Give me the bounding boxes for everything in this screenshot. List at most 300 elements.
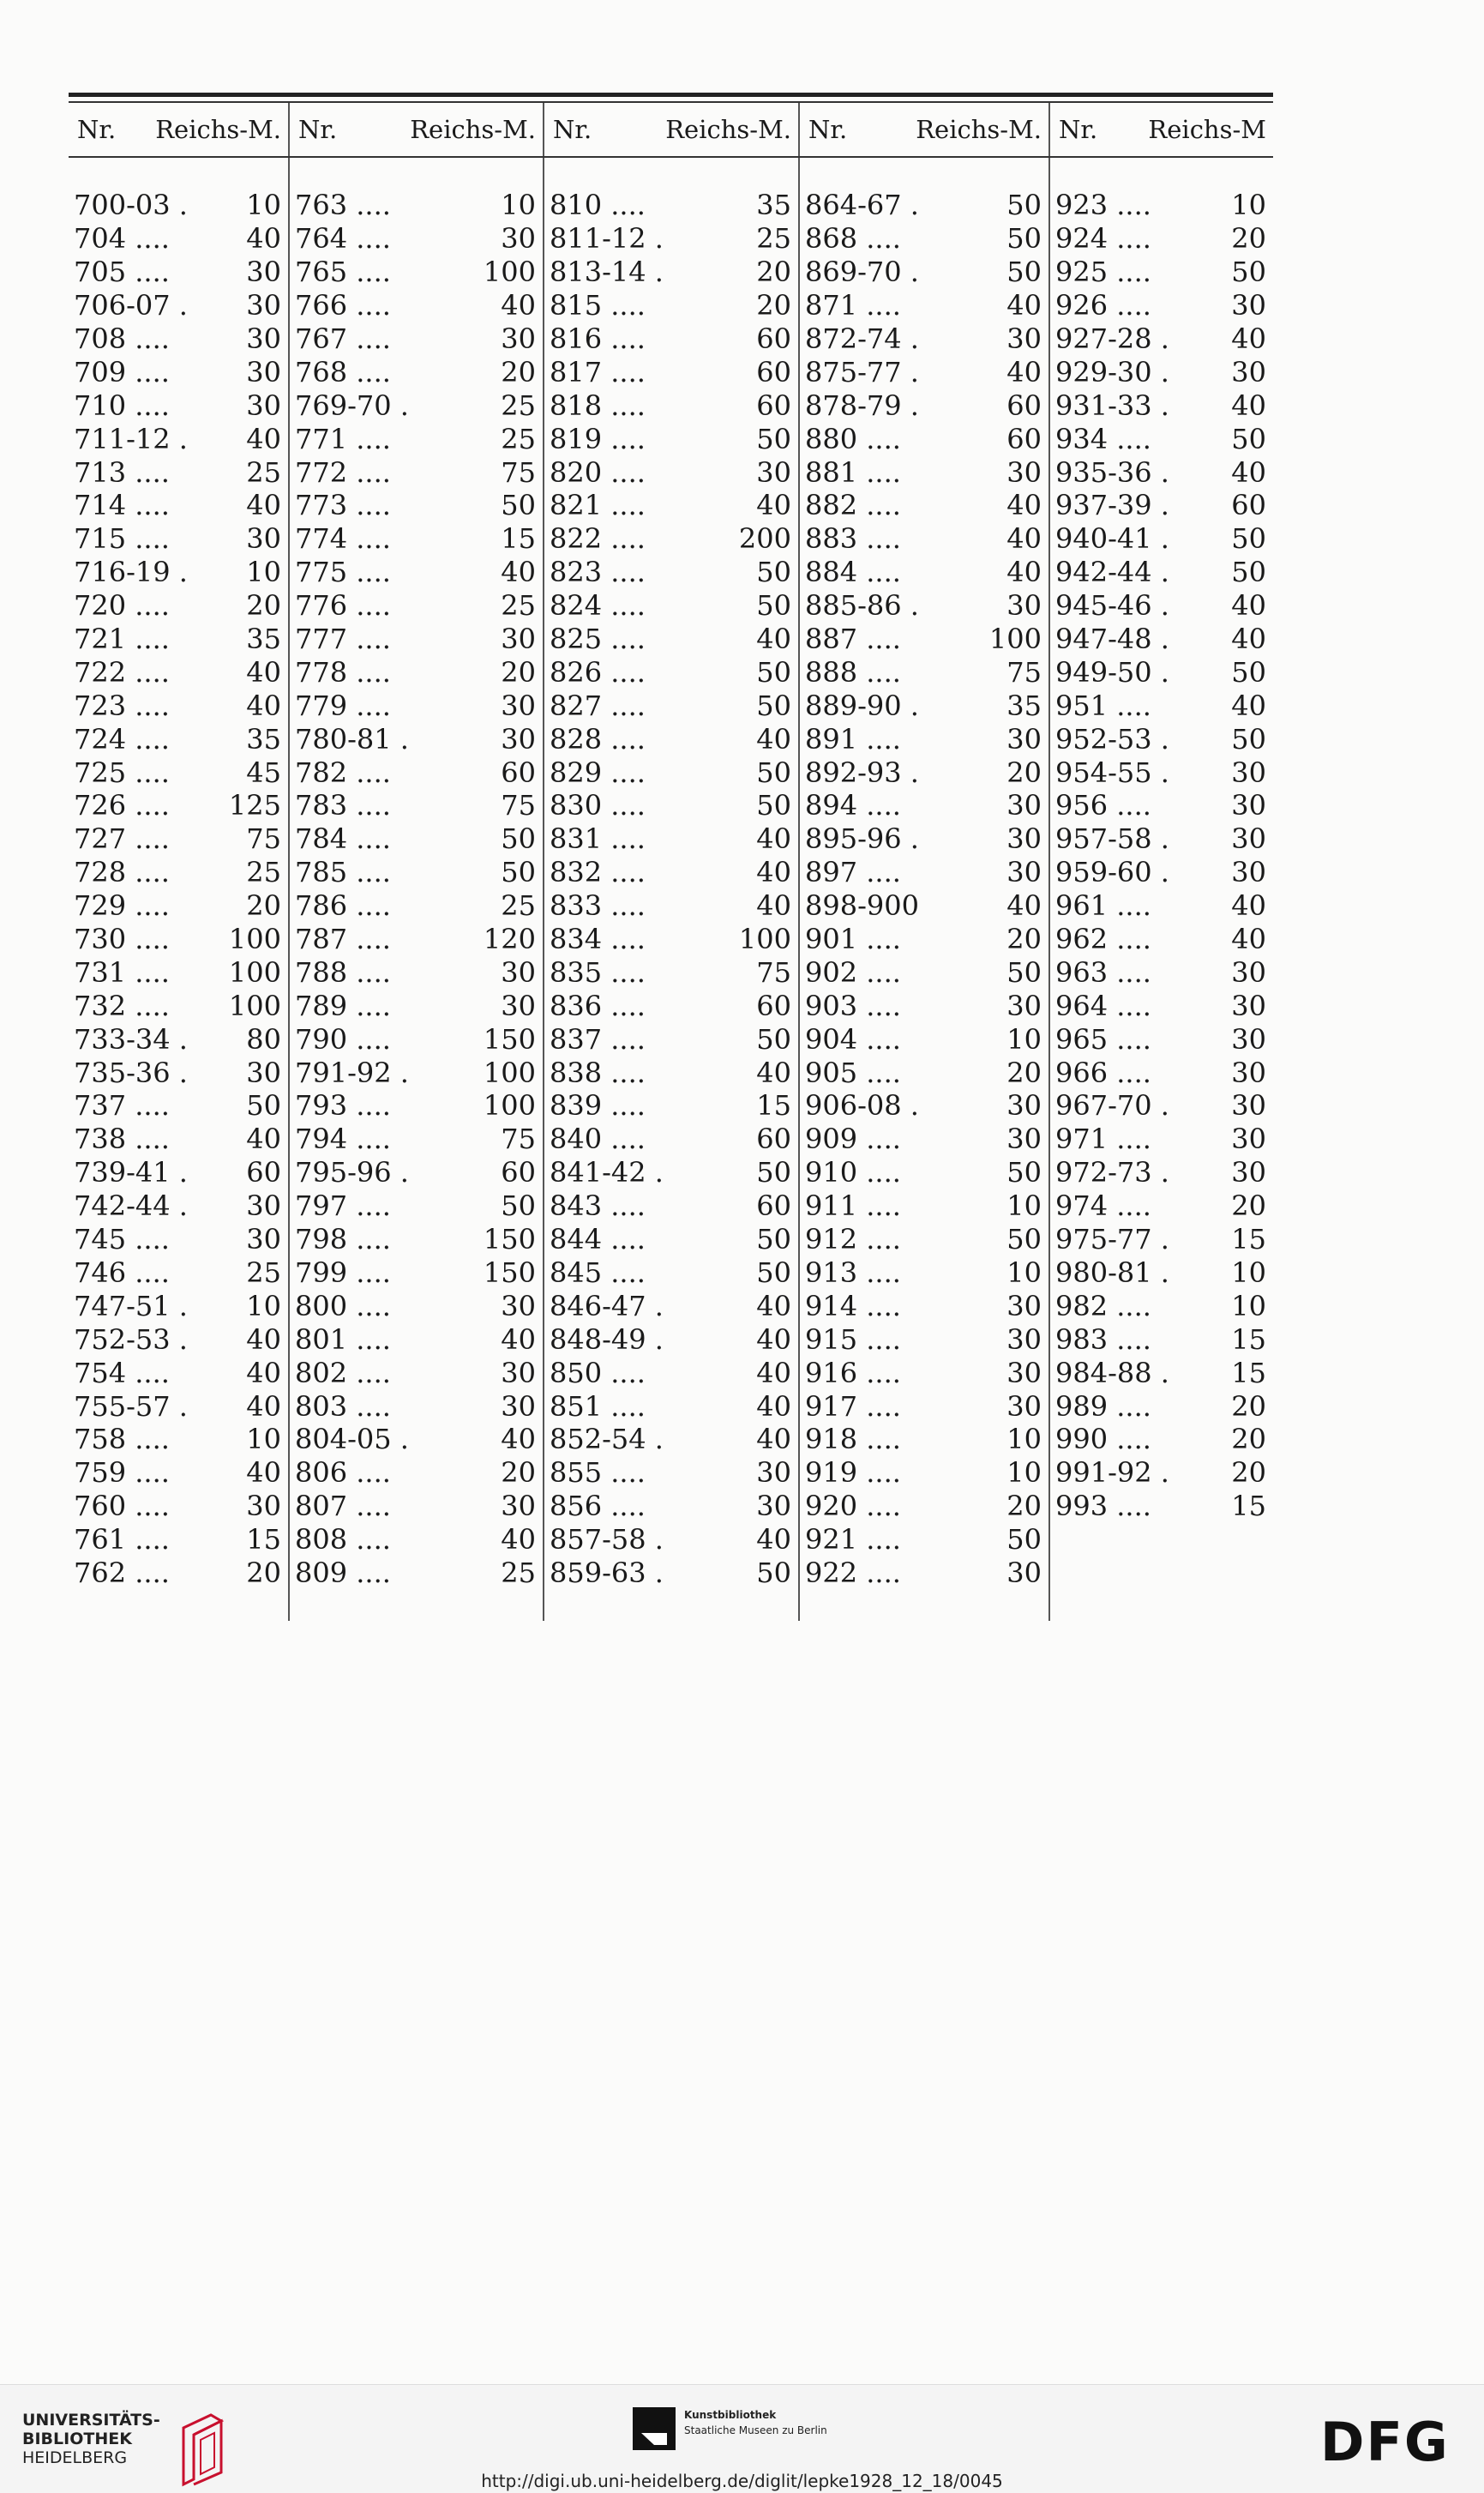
price-value: 150 [483, 1256, 536, 1289]
price-value: 30 [246, 256, 281, 289]
table-row [800, 989, 1048, 1022]
price-value: 125 [228, 789, 281, 822]
price-value: 10 [1006, 1423, 1042, 1456]
table-row [544, 1123, 798, 1156]
price-value: 40 [1231, 589, 1266, 623]
table-row [290, 1189, 543, 1223]
table-row [800, 923, 1048, 956]
price-value: 10 [1231, 1256, 1266, 1289]
price-value: 30 [1006, 455, 1042, 489]
lot-number: 803 .... [295, 1389, 391, 1423]
price-value: 40 [756, 1389, 791, 1423]
lot-number: 846-47 . [550, 1289, 664, 1322]
price-value: 25 [501, 422, 536, 455]
table-row [800, 756, 1048, 789]
table-row [1050, 589, 1273, 623]
lot-number: 790 .... [295, 1022, 391, 1056]
price-table [69, 103, 1273, 1621]
price-value: 25 [501, 388, 536, 422]
lot-number: 962 .... [1055, 923, 1151, 956]
lot-number: 980-81 . [1055, 1256, 1169, 1289]
table-row [290, 556, 543, 589]
price-value: 25 [501, 889, 536, 923]
price-value: 20 [1006, 923, 1042, 956]
table-row [544, 189, 798, 222]
table-row [800, 655, 1048, 689]
table-row [1050, 1022, 1273, 1056]
lot-number: 773 .... [295, 489, 391, 522]
price-value: 100 [483, 1056, 536, 1089]
price-value: 40 [501, 289, 536, 322]
table-row [69, 989, 288, 1022]
page-url[interactable]: http://digi.ub.uni-heidelberg.de/diglit/lepke1928_12_18/0045 [481, 2471, 1003, 2491]
table-row [544, 722, 798, 756]
lot-number: 798 .... [295, 1223, 391, 1256]
lot-number: 777 .... [295, 623, 391, 656]
table-row [1050, 689, 1273, 722]
lot-number: 772 .... [295, 455, 391, 489]
lot-number: 721 .... [74, 623, 170, 656]
lot-number: 819 .... [550, 422, 646, 455]
price-value: 30 [246, 1056, 281, 1089]
table-row [544, 689, 798, 722]
table-row [800, 1256, 1048, 1290]
lot-number: 816 .... [550, 322, 646, 355]
table-row [1050, 1389, 1273, 1423]
lot-number: 810 .... [550, 189, 646, 222]
lot-number: 940-41 . [1055, 522, 1169, 556]
price-value: 100 [228, 923, 281, 956]
price-value: 15 [246, 1523, 281, 1557]
lot-number: 726 .... [74, 789, 170, 822]
table-row [800, 422, 1048, 455]
price-value: 30 [501, 989, 536, 1022]
table-row [1050, 623, 1273, 656]
table-row [800, 1289, 1048, 1322]
lot-number: 913 .... [805, 1256, 901, 1289]
price-value: 40 [246, 689, 281, 722]
price-value: 20 [1231, 1189, 1266, 1223]
table-row [290, 1089, 543, 1123]
price-value: 10 [1231, 189, 1266, 222]
price-value: 75 [501, 789, 536, 822]
table-row [69, 289, 288, 322]
lot-number: 836 .... [550, 989, 646, 1022]
price-value: 30 [501, 1289, 536, 1322]
price-value: 30 [1231, 1156, 1266, 1189]
price-value: 30 [1006, 989, 1042, 1022]
price-value: 150 [483, 1223, 536, 1256]
lot-number: 919 .... [805, 1456, 901, 1490]
price-value: 10 [1006, 1022, 1042, 1056]
table-row [69, 256, 288, 289]
lot-number: 827 .... [550, 689, 646, 722]
lot-number: 841-42 . [550, 1156, 664, 1189]
lot-number: 802 .... [295, 1356, 391, 1389]
lot-number: 926 .... [1055, 289, 1151, 322]
lot-number: 868 .... [805, 222, 901, 256]
table-row [800, 623, 1048, 656]
price-value: 100 [228, 989, 281, 1022]
lot-number: 885-86 . [805, 589, 919, 623]
table-row [800, 388, 1048, 422]
table-row [1050, 1322, 1273, 1356]
table-row [544, 923, 798, 956]
price-value: 60 [501, 1156, 536, 1189]
lot-number: 964 .... [1055, 989, 1151, 1022]
nr-header: Nr. [808, 115, 848, 144]
price-value: 120 [483, 923, 536, 956]
price-value: 30 [1006, 589, 1042, 623]
price-value: 20 [501, 355, 536, 388]
lot-number: 898-900 [805, 889, 919, 923]
price-value: 60 [756, 388, 791, 422]
table-row [1050, 1123, 1273, 1156]
column-header [69, 103, 288, 156]
lot-number: 747-51 . [74, 1289, 188, 1322]
price-value: 10 [1231, 1289, 1266, 1322]
kunstbibliothek-logo[interactable] [633, 2407, 827, 2450]
price-value: 40 [1006, 889, 1042, 923]
table-row [290, 789, 543, 822]
lot-number: 905 .... [805, 1056, 901, 1089]
price-value: 50 [246, 1089, 281, 1123]
table-row [544, 1056, 798, 1089]
price-value: 50 [756, 422, 791, 455]
lot-number: 735-36 . [74, 1056, 188, 1089]
table-row [544, 522, 798, 556]
price-value: 40 [1231, 455, 1266, 489]
lot-number: 765 .... [295, 256, 391, 289]
lot-number: 880 .... [805, 422, 901, 455]
top-rule [69, 93, 1273, 97]
price-value: 40 [756, 889, 791, 923]
price-value: 20 [501, 655, 536, 689]
lot-number: 820 .... [550, 455, 646, 489]
lot-number: 752-53 . [74, 1322, 188, 1356]
price-value: 20 [501, 1456, 536, 1490]
lot-number: 727 .... [74, 822, 170, 856]
price-value: 30 [1006, 722, 1042, 756]
table-row [1050, 1423, 1273, 1456]
price-value: 40 [246, 222, 281, 256]
price-value: 10 [246, 189, 281, 222]
price-value: 50 [501, 1189, 536, 1223]
price-value: 30 [1231, 1089, 1266, 1123]
price-value: 40 [756, 1356, 791, 1389]
table-row [69, 422, 288, 455]
table-row [69, 756, 288, 789]
price-value: 30 [246, 322, 281, 355]
table-row [800, 1557, 1048, 1590]
table-row [544, 1156, 798, 1189]
lot-number: 844 .... [550, 1223, 646, 1256]
lot-number: 855 .... [550, 1456, 646, 1490]
table-row [544, 422, 798, 455]
table-row [800, 522, 1048, 556]
lot-number: 715 .... [74, 522, 170, 556]
price-value: 20 [246, 589, 281, 623]
price-value: 20 [246, 889, 281, 923]
lot-number: 823 .... [550, 556, 646, 589]
lot-number: 869-70 . [805, 256, 919, 289]
table-row [800, 889, 1048, 923]
table-row [544, 1423, 798, 1456]
lot-number: 762 .... [74, 1556, 170, 1589]
table-row [69, 1322, 288, 1356]
price-value: 30 [1231, 289, 1266, 322]
table-row [1050, 789, 1273, 822]
price-value: 40 [1006, 289, 1042, 322]
table-row [1050, 955, 1273, 989]
table-row [1050, 889, 1273, 923]
price-value: 50 [1006, 1156, 1042, 1189]
lot-number: 799 .... [295, 1256, 391, 1289]
lot-number: 714 .... [74, 489, 170, 522]
table-row [69, 856, 288, 889]
price-value: 50 [756, 1223, 791, 1256]
price-value: 50 [501, 489, 536, 522]
lot-number: 794 .... [295, 1123, 391, 1156]
price-value: 30 [246, 388, 281, 422]
table-row [69, 455, 288, 489]
lot-number: 725 .... [74, 756, 170, 789]
table-row [290, 388, 543, 422]
lot-number: 884 .... [805, 556, 901, 589]
price-value: 35 [756, 189, 791, 222]
table-row [800, 1456, 1048, 1490]
price-value: 30 [501, 1490, 536, 1523]
lot-number: 848-49 . [550, 1322, 664, 1356]
price-value: 200 [738, 522, 791, 556]
table-row [69, 1223, 288, 1256]
lot-number: 780-81 . [295, 722, 409, 756]
price-value: 10 [501, 189, 536, 222]
lot-number: 990 .... [1055, 1423, 1151, 1456]
table-row [800, 1022, 1048, 1056]
lot-number: 828 .... [550, 722, 646, 756]
lot-number: 835 .... [550, 955, 646, 989]
lot-number: 767 .... [295, 322, 391, 355]
lot-number: 971 .... [1055, 1123, 1151, 1156]
price-value: 40 [501, 1322, 536, 1356]
lot-number: 925 .... [1055, 256, 1151, 289]
rows [290, 189, 543, 1589]
lot-number: 723 .... [74, 689, 170, 722]
table-row [800, 1389, 1048, 1423]
price-value: 30 [1006, 322, 1042, 355]
table-row [1050, 856, 1273, 889]
lot-number: 871 .... [805, 289, 901, 322]
price-value: 75 [1006, 655, 1042, 689]
table-row [800, 955, 1048, 989]
price-value: 150 [483, 1022, 536, 1056]
price-value: 50 [1006, 256, 1042, 289]
table-row [290, 256, 543, 289]
lot-number: 954-55 . [1055, 756, 1169, 789]
lot-number: 778 .... [295, 655, 391, 689]
lot-number: 716-19 . [74, 556, 188, 589]
table-row [1050, 522, 1273, 556]
price-value: 50 [1231, 522, 1266, 556]
price-value: 30 [1006, 1322, 1042, 1356]
lot-number: 915 .... [805, 1322, 901, 1356]
price-value: 20 [246, 1556, 281, 1589]
price-value: 15 [1231, 1356, 1266, 1389]
table-row [1050, 322, 1273, 356]
price-value: 30 [246, 522, 281, 556]
price-value: 50 [756, 689, 791, 722]
table-row [544, 289, 798, 322]
table-row [290, 589, 543, 623]
lot-number: 937-39 . [1055, 489, 1169, 522]
table-row [1050, 989, 1273, 1022]
lot-number: 779 .... [295, 689, 391, 722]
price-value: 100 [483, 256, 536, 289]
table-row [800, 1123, 1048, 1156]
price-value: 40 [1231, 388, 1266, 422]
lot-number: 785 .... [295, 856, 391, 889]
table-row [69, 222, 288, 256]
kb-line-2: Staatliche Museen zu Berlin [684, 2424, 827, 2436]
rows [69, 189, 288, 1589]
price-value: 30 [1231, 355, 1266, 388]
lot-number: 764 .... [295, 222, 391, 256]
price-value: 50 [756, 1256, 791, 1289]
lot-number: 733-34 . [74, 1022, 188, 1056]
price-value: 50 [756, 1556, 791, 1589]
table-row [69, 388, 288, 422]
column-header [800, 103, 1048, 156]
price-value: 50 [1006, 1223, 1042, 1256]
price-value: 60 [1006, 388, 1042, 422]
lot-number: 708 .... [74, 322, 170, 355]
table-row [800, 1189, 1048, 1223]
lot-number: 845 .... [550, 1256, 646, 1289]
lot-number: 864-67 . [805, 189, 919, 222]
lot-number: 758 .... [74, 1423, 170, 1456]
lot-number: 912 .... [805, 1223, 901, 1256]
table-row [544, 222, 798, 256]
price-value: 15 [1231, 1223, 1266, 1256]
table-row [1050, 1056, 1273, 1089]
table-column-3 [543, 103, 798, 1621]
table-row [69, 923, 288, 956]
dfg-logo[interactable]: DFG [1320, 2411, 1450, 2473]
price-value: 15 [1231, 1490, 1266, 1523]
price-value: 40 [1231, 689, 1266, 722]
price-value: 30 [246, 1189, 281, 1223]
table-row [290, 1356, 543, 1389]
table-row [800, 1523, 1048, 1557]
price-value: 25 [246, 856, 281, 889]
price-value: 10 [246, 1289, 281, 1322]
lot-number: 934 .... [1055, 422, 1151, 455]
lot-number: 797 .... [295, 1189, 391, 1223]
table-row [544, 1223, 798, 1256]
table-row [800, 1356, 1048, 1389]
lot-number: 745 .... [74, 1223, 170, 1256]
lot-number: 731 .... [74, 955, 170, 989]
table-row [1050, 1289, 1273, 1322]
table-row [290, 1456, 543, 1490]
ub-heidelberg-logo[interactable] [22, 2411, 160, 2467]
lot-number: 760 .... [74, 1490, 170, 1523]
price-value: 30 [756, 1490, 791, 1523]
price-value: 100 [483, 1089, 536, 1123]
table-column-5 [1048, 103, 1273, 1621]
price-value: 40 [1231, 923, 1266, 956]
table-row [1050, 289, 1273, 322]
price-value: 40 [1231, 322, 1266, 355]
lot-number: 813-14 . [550, 256, 664, 289]
lot-number: 834 .... [550, 923, 646, 956]
lot-number: 739-41 . [74, 1156, 188, 1189]
price-value: 40 [246, 1322, 281, 1356]
price-value: 75 [756, 955, 791, 989]
table-row [544, 355, 798, 388]
lot-number: 856 .... [550, 1490, 646, 1523]
price-value: 30 [1006, 822, 1042, 856]
price-value: 10 [246, 1423, 281, 1456]
price-value: 30 [246, 1490, 281, 1523]
table-row [1050, 355, 1273, 388]
lot-number: 720 .... [74, 589, 170, 623]
nr-header: Nr. [1059, 115, 1098, 144]
table-row [69, 889, 288, 923]
lot-number: 982 .... [1055, 1289, 1151, 1322]
lot-number: 887 .... [805, 623, 901, 656]
lot-number: 914 .... [805, 1289, 901, 1322]
price-value: 50 [1231, 556, 1266, 589]
price-value: 50 [1231, 655, 1266, 689]
lot-number: 788 .... [295, 955, 391, 989]
ub-line-3: HEIDELBERG [22, 2448, 128, 2467]
price-value: 20 [1006, 1490, 1042, 1523]
lot-number: 859-63 . [550, 1556, 664, 1589]
lot-number: 832 .... [550, 856, 646, 889]
table-row [800, 556, 1048, 589]
price-value: 50 [501, 822, 536, 856]
lot-number: 776 .... [295, 589, 391, 623]
table-row [290, 689, 543, 722]
price-value: 40 [756, 1056, 791, 1089]
table-row [69, 655, 288, 689]
price-value: 40 [501, 1523, 536, 1557]
table-row [800, 455, 1048, 489]
table-row [290, 989, 543, 1022]
lot-number: 911 .... [805, 1189, 901, 1223]
price-header: Reichs-M. [410, 115, 536, 144]
lot-number: 875-77 . [805, 355, 919, 388]
price-value: 60 [756, 989, 791, 1022]
lot-number: 952-53 . [1055, 722, 1169, 756]
table-row [290, 1490, 543, 1523]
price-value: 40 [246, 1356, 281, 1389]
lot-number: 768 .... [295, 355, 391, 388]
lot-number: 920 .... [805, 1490, 901, 1523]
lot-number: 742-44 . [74, 1189, 188, 1223]
lot-number: 825 .... [550, 623, 646, 656]
table-row [800, 189, 1048, 222]
table-row [544, 1256, 798, 1290]
table-row [800, 1156, 1048, 1189]
table-row [290, 1223, 543, 1256]
table-row [69, 355, 288, 388]
table-row [800, 789, 1048, 822]
lot-number: 801 .... [295, 1322, 391, 1356]
table-row [1050, 388, 1273, 422]
